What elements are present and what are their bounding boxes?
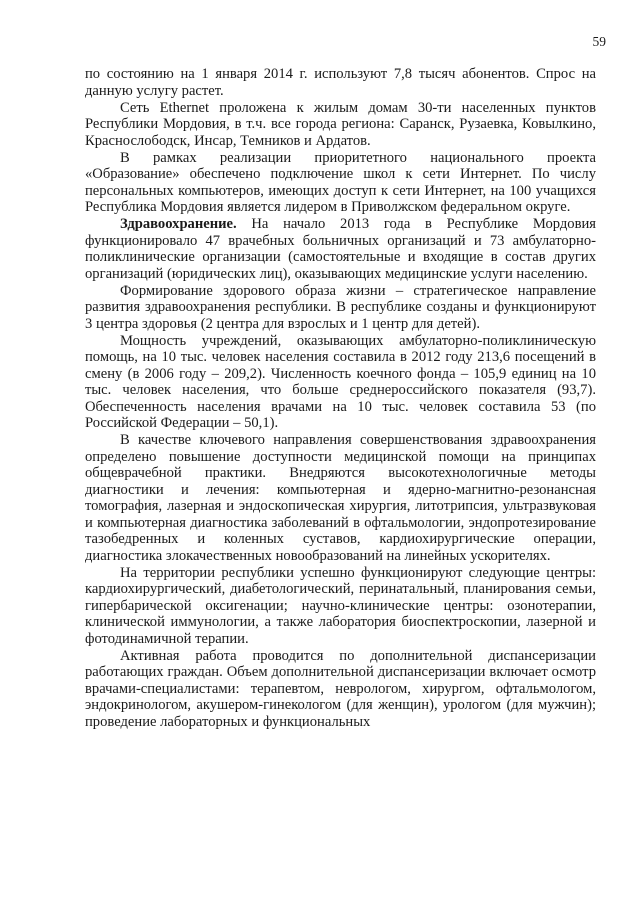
section-heading-healthcare: Здравоохранение. <box>120 216 237 232</box>
paragraph-dispensarization: Активная работа проводится по дополнительной диспансеризации работающих граждан. Объем дополнительной диспансеризации включает осмотр врачами-специалистами: терапевтом, неврологом, хирургом, офтальмологом, эндокринологом, акушером-гинекологом (для женщин), урологом (для мужчин); проведение лабораторных и функциональных <box>85 647 596 730</box>
page-number: 59 <box>592 34 606 49</box>
paragraph-healthcare-overview <box>85 216 596 282</box>
paragraph-centers: На территории республики успешно функционируют следующие центры: кардиохирургический, диабетологический, перинатальный, планирования семьи, гипербарической оксигенации; научно-клинические центры: озонотерапии, клинической иммунологии, а также лаборатория биоспектроскопии, лазерной и фотодинамичной терапии. <box>85 564 596 647</box>
paragraph-capacity-statistics: Мощность учреждений, оказывающих амбулаторно-поликлиническую помощь, на 10 тыс. человек населения составила в 2012 году 213,6 посещений в смену (в 2006 году – 209,2). Численность коечного фонда – 105,9 единиц на 10 тыс. человек населения, что больше среднероссийского показателя (93,7). Обеспеченность населения врачами на 10 тыс. человек составила 53 (по Российской Федерации – 50,1). <box>85 332 596 431</box>
paragraph-healthcare-text: На начало 2013 года в Республике Мордовия функционировало 47 врачебных больничных организаций и 73 амбулаторно-поликлинические организации (самостоятельные и входящие в состав других организаций (юридических лиц), оказывающих медицинские услуги населению. <box>85 216 596 282</box>
paragraph-ethernet: Сеть Ethernet проложена к жилым домам 30-ти населенных пунктов Республики Мордовия, в т.ч. все города региона: Саранск, Рузаевка, Ковылкино, Краснослободск, Инсар, Темников и Ардатов. <box>85 99 596 149</box>
document-body <box>85 66 596 730</box>
paragraph-education-project: В рамках реализации приоритетного национального проекта «Образование» обеспечено подключение школ к сети Интернет. По числу персональных компьютеров, имеющих доступ к сети Интернет, на 100 учащихся Республика Мордовия является лидером в Приволжском федеральном округе. <box>85 149 596 215</box>
paragraph-key-directions: В качестве ключевого направления совершенствования здравоохранения определено повышение доступности медицинской помощи на принципах общеврачебной практики. Внедряются высокотехнологичные методы диагностики и лечения: компьютерная и ядерно-магнитно-резонансная томография, лазерная и эндоскопическая хирургия, литотрипсия, ультразвуковая и компьютерная диагностика заболеваний в офтальмологии, эндопротезирование тазобедренных и коленных суставов, кардиохирургические операции, диагностика злокачественных новообразований на линейных ускорителях. <box>85 432 596 564</box>
paragraph-healthy-lifestyle: Формирование здорового образа жизни – стратегическое направление развития здравоохранения республики. В республике созданы и функционируют 3 центра здоровья (2 центра для взрослых и 1 центр для детей). <box>85 282 596 332</box>
paragraph-internet-subscribers: по состоянию на 1 января 2014 г. используют 7,8 тысяч абонентов. Спрос на данную услугу растет. <box>85 66 596 99</box>
